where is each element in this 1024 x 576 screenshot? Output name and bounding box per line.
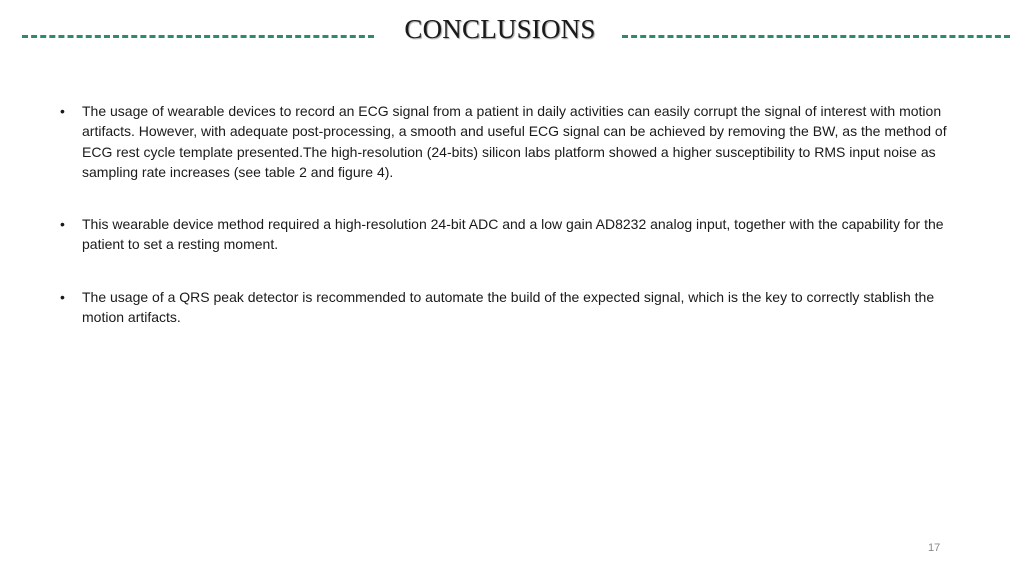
bullet-item	[58, 287, 958, 328]
bullet-text: The usage of wearable devices to record an ECG signal from a patient in daily activities can easily corrupt the signal of interest with motion artifacts. However, with adequate post-processing, a smooth and useful ECG signal can be achieved by removing the BW, as the method of ECG rest cycle template presented.The high-resolution (24-bits) silicon labs platform showed a higher susceptibility to RMS input noise as sampling rate increases (see table 2 and figure 4).	[82, 103, 947, 180]
bullet-text: This wearable device method required a high-resolution 24-bit ADC and a low gain AD8232 analog input, together with the capability for the patient to set a resting moment.	[82, 216, 944, 253]
decorative-dashed-line-left	[22, 35, 374, 38]
bullet-text: The usage of a QRS peak detector is recommended to automate the build of the expected signal, which is the key to correctly stablish the motion artifacts.	[82, 288, 935, 326]
page-number: 17	[928, 542, 941, 554]
slide-title: CONCLUSIONS	[404, 14, 596, 44]
bullet-item	[58, 214, 958, 255]
decorative-dashed-line-right	[622, 35, 1010, 38]
bullet-icon: •	[60, 216, 65, 233]
bullet-icon: •	[60, 103, 65, 119]
bullet-item	[58, 101, 958, 182]
bullet-list	[58, 101, 958, 327]
bullet-icon: •	[60, 288, 65, 305]
slide-header	[0, 0, 1024, 60]
